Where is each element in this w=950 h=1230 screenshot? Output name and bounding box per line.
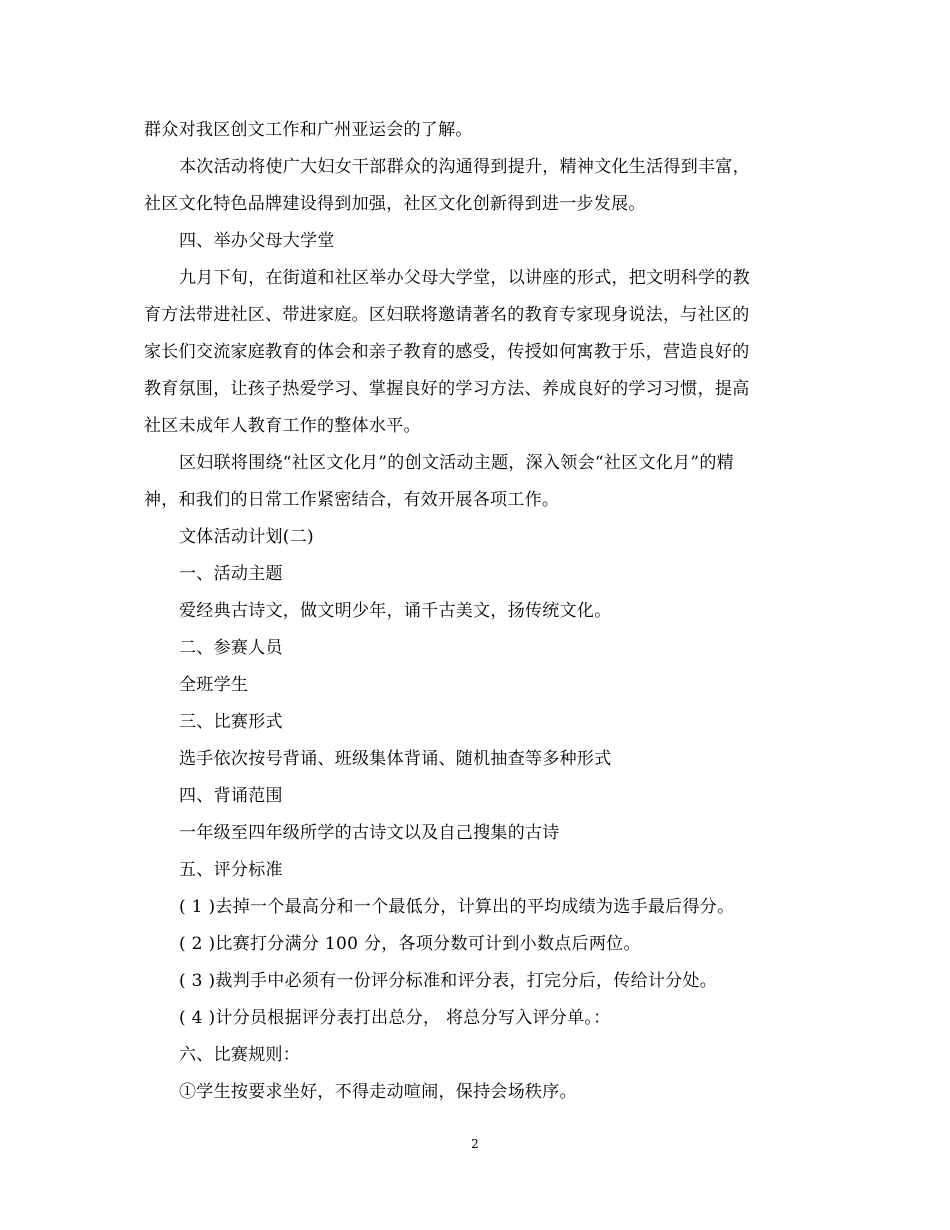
paragraph-line: 家长们交流家庭教育的体会和亲子教育的感受，传授如何寓教于乐，营造良好的 — [144, 342, 750, 362]
paragraph-line: 社区文化特色品牌建设得到加强，社区文化创新得到进一步发展。 — [144, 194, 646, 214]
list-item: ①学生按要求坐好，不得走动喧闹，保持会场秩序。 — [179, 1082, 577, 1102]
paragraph-line: 教育氛围，让孩子热爱学习、掌握良好的学习方法、养成良好的学习习惯，提高 — [144, 379, 750, 399]
paragraph-line: 区妇联将围绕“社区文化月”的创文活动主题，深入领会“社区文化月”的精 — [179, 453, 734, 473]
section-heading: 四、举办父母大学堂 — [179, 231, 335, 251]
document-body — [144, 112, 806, 1111]
section-heading: 一、活动主题 — [179, 564, 283, 584]
paragraph-line: 选手依次按号背诵、班级集体背诵、随机抽查等多种形式 — [179, 749, 612, 769]
paragraph-line: 群众对我区创文工作和广州亚运会的了解。 — [144, 120, 473, 140]
paragraph-line: 九月下旬，在街道和社区举办父母大学堂，以讲座的形式，把文明科学的教 — [179, 268, 750, 288]
paragraph-line: 育方法带进社区、带进家庭。区妇联将邀请著名的教育专家现身说法，与社区的 — [144, 305, 750, 325]
paragraph-line: 社区未成年人教育工作的整体水平。 — [144, 416, 421, 436]
section-heading: 二、参赛人员 — [179, 638, 283, 658]
list-item: ( 4 )计分员根据评分表打出总分， 将总分写入评分单。： — [179, 1008, 611, 1028]
paragraph-line: 爱经典古诗文，做文明少年，诵千古美文，扬传统文化。 — [179, 601, 612, 621]
section-heading: 三、比赛形式 — [179, 712, 283, 732]
section-heading: 五、评分标准 — [179, 860, 283, 880]
page-number: 2 — [471, 1137, 479, 1151]
paragraph-line: 本次活动将使广大妇女干部群众的沟通得到提升，精神文化生活得到丰富， — [179, 157, 750, 177]
paragraph-line: 全班学生 — [179, 675, 249, 695]
section-heading: 六、比赛规则： — [179, 1045, 301, 1065]
paragraph-line: 神，和我们的日常工作紧密结合，有效开展各项工作。 — [144, 490, 560, 510]
section-heading: 四、背诵范围 — [179, 786, 283, 806]
list-item: ( 2 )比赛打分满分 100 分，各项分数可计到小数点后两位。 — [179, 934, 641, 954]
plan-title: 文体活动计划(二) — [179, 527, 314, 547]
list-item: ( 1 )去掉一个最高分和一个最低分，计算出的平均成绩为选手最后得分。 — [179, 897, 735, 917]
paragraph-line: 一年级至四年级所学的古诗文以及自己搜集的古诗 — [179, 823, 560, 843]
list-item: ( 3 )裁判手中必须有一份评分标准和评分表，打完分后，传给计分处。 — [179, 971, 718, 991]
